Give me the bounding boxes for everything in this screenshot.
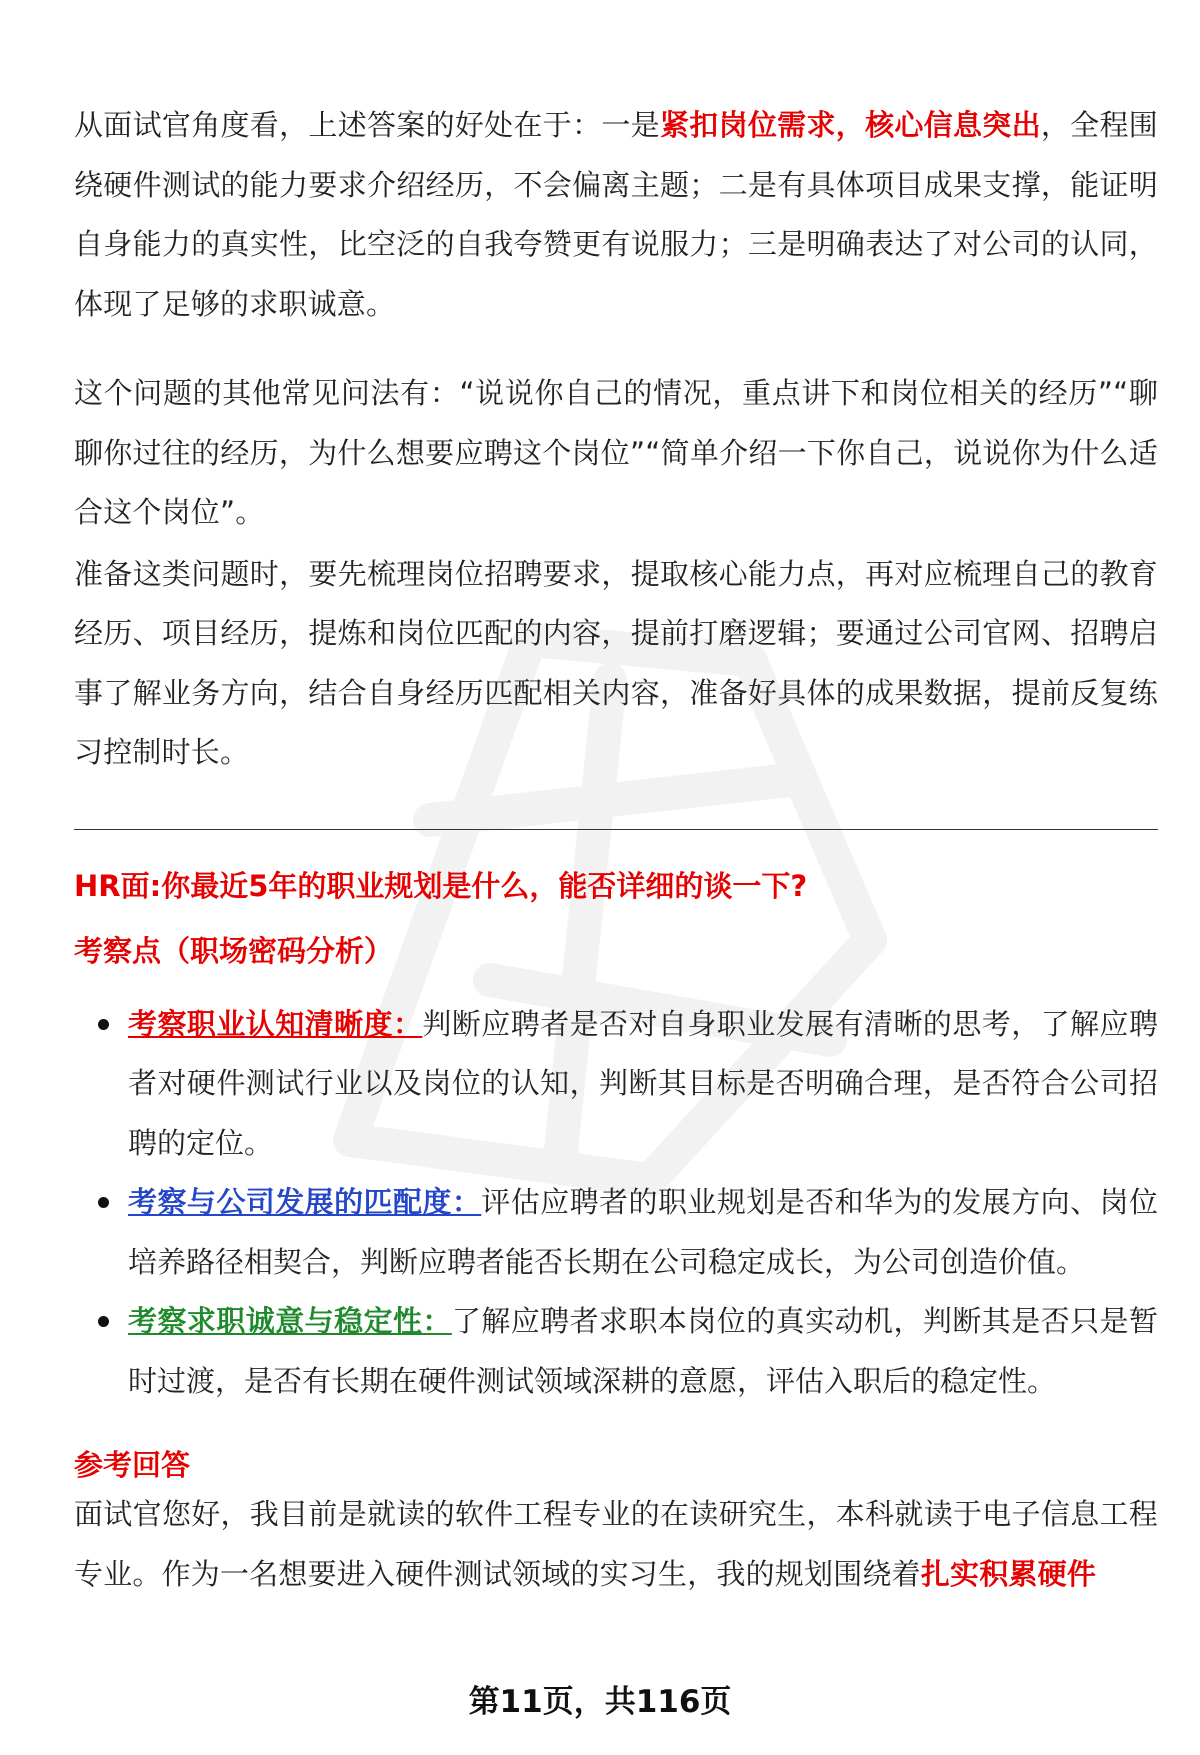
reference-highlight: 扎实积累硬件	[920, 1556, 1097, 1591]
reference-title: 参考回答	[74, 1448, 191, 1482]
bullet-icon	[98, 1197, 109, 1208]
assessment-item	[74, 1292, 1158, 1411]
analysis-text-prefix: 从面试官角度看，上述答案的好处在于：一是	[74, 108, 660, 142]
section-divider	[74, 829, 1158, 830]
reference-text: 面试官您好，我目前是就读的软件工程专业的在读研究生，本科就读于电子信息工程专业。作为一名想要进入硬件测试领域的实习生，我的规划围绕着	[74, 1497, 1158, 1591]
assessment-text: 了解应聘者求职本岗位的真实动机，判断其是否只是暂时过渡，是否有长期在硬件测试领域深耕的意愿，评估入职后的稳定性。	[128, 1304, 1158, 1398]
assessment-text: 评估应聘者的职业规划是否和华为的发展方向、岗位培养路径相契合，判断应聘者能否长期在公司稳定成长，为公司创造价值。	[128, 1185, 1158, 1279]
assessment-title: 考察点（职场密码分析）	[74, 933, 394, 968]
alt-questions-paragraph: 这个问题的其他常见问法有：“说说你自己的情况，重点讲下和岗位相关的经历”“聊聊你过往的经历，为什么想要应聘这个岗位”“简单介绍一下你自己，说说你为什么适合这个岗位”。	[74, 376, 1158, 529]
assessment-key: 考察职业认知清晰度：	[128, 1006, 423, 1041]
assessment-list	[74, 995, 1158, 1412]
assessment-item	[74, 1173, 1158, 1292]
analysis-highlight: 紧扣岗位需求，核心信息突出	[659, 108, 1041, 142]
analysis-text-suffix: ，全程围绕硬件测试的能力要求介绍经历，不会偏离主题；二是有具体项目成果支撑，能证明自身能力的真实性，比空泛的自我夸赞更有说服力；三是明确表达了对公司的认同，体现了足够的求职诚意。	[74, 108, 1158, 321]
page-content	[74, 96, 1158, 1604]
analysis-paragraph	[74, 96, 1158, 334]
question-title: HR面:你最近5年的职业规划是什么，能否详细的谈一下?	[74, 868, 808, 903]
preparation-paragraph: 准备这类问题时，要先梳理岗位招聘要求，提取核心能力点，再对应梳理自己的教育经历、项目经历，提炼和岗位匹配的内容，提前打磨逻辑；要通过公司官网、招聘启事了解业务方向，结合自身经历匹配相关内容，准备好具体的成果数据，提前反复练习控制时长。	[74, 556, 1158, 769]
bullet-icon	[98, 1316, 109, 1327]
reference-paragraph	[74, 1485, 1158, 1604]
bullet-icon	[98, 1019, 109, 1030]
assessment-key: 考察与公司发展的匹配度：	[128, 1185, 482, 1219]
assessment-item	[74, 995, 1158, 1174]
page-number-footer: 第11页，共116页	[468, 1684, 732, 1720]
assessment-text: 判断应聘者是否对自身职业发展有清晰的思考，了解应聘者对硬件测试行业以及岗位的认知，判断其目标是否明确合理，是否符合公司招聘的定位。	[128, 1006, 1158, 1160]
assessment-key: 考察求职诚意与稳定性：	[128, 1304, 452, 1338]
